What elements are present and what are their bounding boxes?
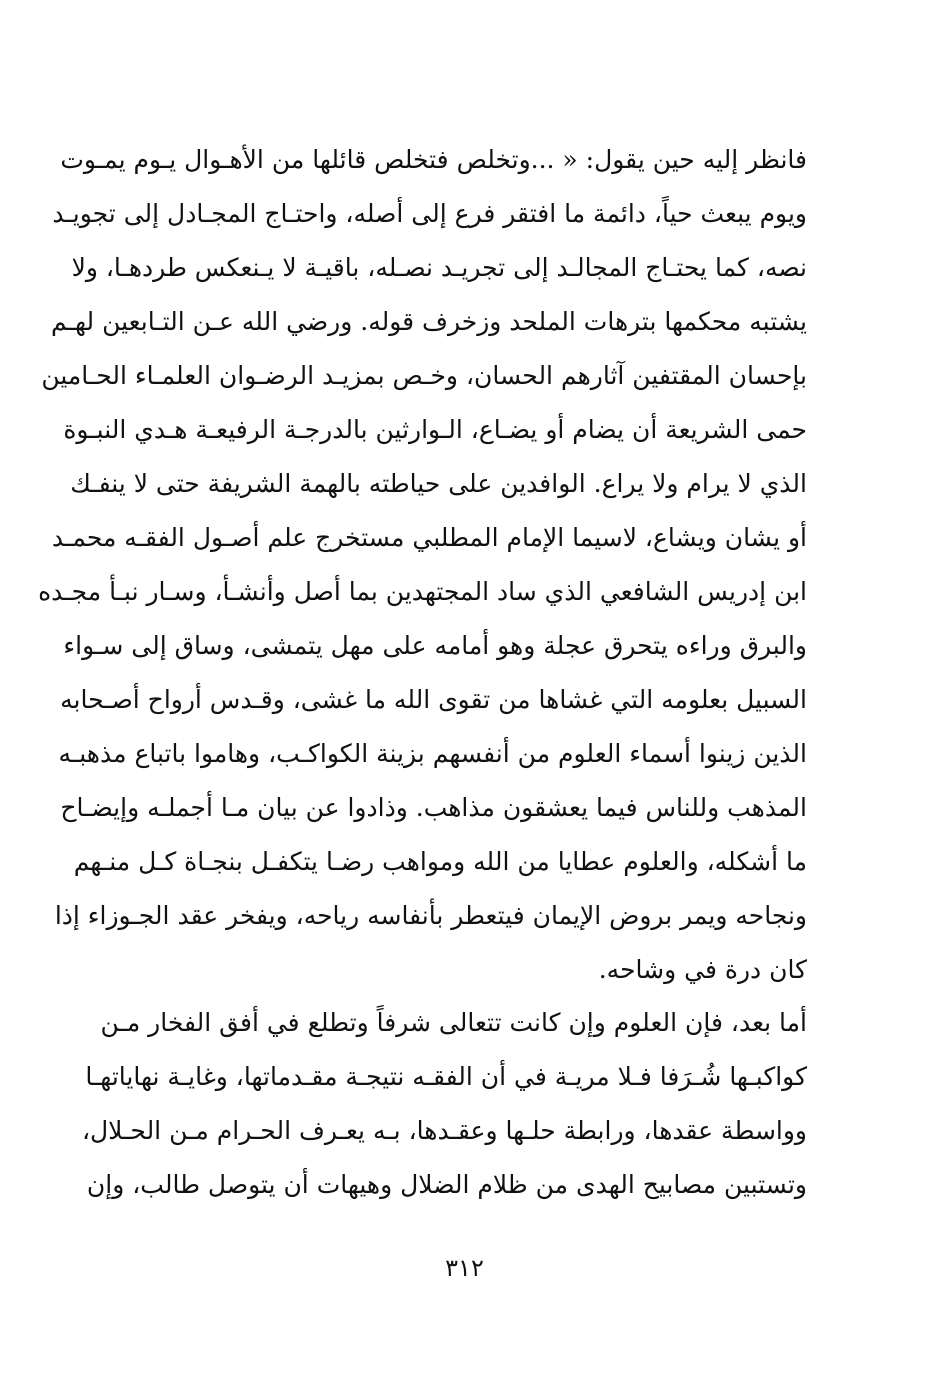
- text-line: فانظر إليه حين يقول: « ...وتخلص فتخلص قائلها من الأهـوال يـوم يمـوت: [60, 145, 807, 174]
- text-line: السبيل بعلومه التي غشاها من تقوى الله ما غشى، وقـدس أرواح أصـحابه: [60, 685, 807, 714]
- page-number: ٣١٢: [445, 1254, 484, 1282]
- text-line: المذهب وللناس فيما يعشقون مذاهب. وذادوا عن بيان مـا أجملـه وإيضـاح: [60, 793, 807, 822]
- text-line: بإحسان المقتفين آثارهم الحسان، وخـص بمزيـد الرضـوان العلمـاء الحـامين: [41, 361, 807, 390]
- paragraph-2: [81, 996, 807, 1212]
- text-line: الذي لا يرام ولا يراع. الوافدين على حياطته بالهمة الشريفة حتى لا ينفـك: [70, 469, 807, 498]
- text-line: نصه، كما يحتـاج المجالـد إلى تجريـد نصـله، باقيـة لا يـنعكس طردهـا، ولا: [71, 253, 807, 282]
- text-line: كان درة في وشاحه.: [598, 955, 807, 984]
- text-line: أو يشان ويشاع، لاسيما الإمام المطلبي مستخرج علم أصـول الفقـه محمـد: [51, 523, 807, 552]
- text-line: يشتبه محكمها بترهات الملحد وزخرف قوله. ورضي الله عـن التـابعين لهـم: [51, 307, 807, 336]
- text-line: حمى الشريعة أن يضام أو يضـاع، الـوارثين بالدرجـة الرفيعـة هـدي النبـوة: [63, 415, 807, 444]
- text-line: كواكبـها شُـرَفا فـلا مريـة في أن الفقـه نتيجـة مقـدماتها، وغايـة نهاياتهـا: [85, 1062, 807, 1091]
- text-line: وواسطة عقدها، ورابطة حلـها وعقـدها، بـه يعـرف الحـرام مـن الحـلال،: [81, 1116, 807, 1145]
- text-line: وتستبين مصابيح الهدى من ظلام الضلال وهيهات أن يتوصل طالب، وإن: [86, 1170, 807, 1199]
- text-line: ويوم يبعث حياً، دائمة ما افتقر فرع إلى أصله، واحتـاج المجـادل إلى تجويـد: [52, 199, 807, 228]
- text-line: والبرق وراءه يتحرق عجلة وهو أمامه على مهل يتمشى، وساق إلى سـواء: [63, 631, 807, 660]
- text-line: ما أشكله، والعلوم عطايا من الله ومواهب رضـا يتكفـل بنجـاة كـل منـهم: [73, 847, 807, 876]
- text-line: أما بعد، فإن العلوم وإن كانت تتعالى شرفاً وتطلع في أفق الفخار مـن: [100, 1008, 807, 1037]
- text-line: ابن إدريس الشافعي الذي ساد المجتهدين بما أصل وأنشـأ، وسـار نبـأ مجـده: [38, 577, 807, 606]
- text-line: الذين زينوا أسماء العلوم من أنفسهم بزينة الكواكـب، وهاموا باتباع مذهبـه: [58, 739, 807, 768]
- text-line: ونجاحه ويمر بروض الإيمان فيتعطر بأنفاسه رياحه، ويفخر عقد الجـوزاء إذا: [54, 901, 807, 930]
- paragraph-1: [38, 133, 807, 997]
